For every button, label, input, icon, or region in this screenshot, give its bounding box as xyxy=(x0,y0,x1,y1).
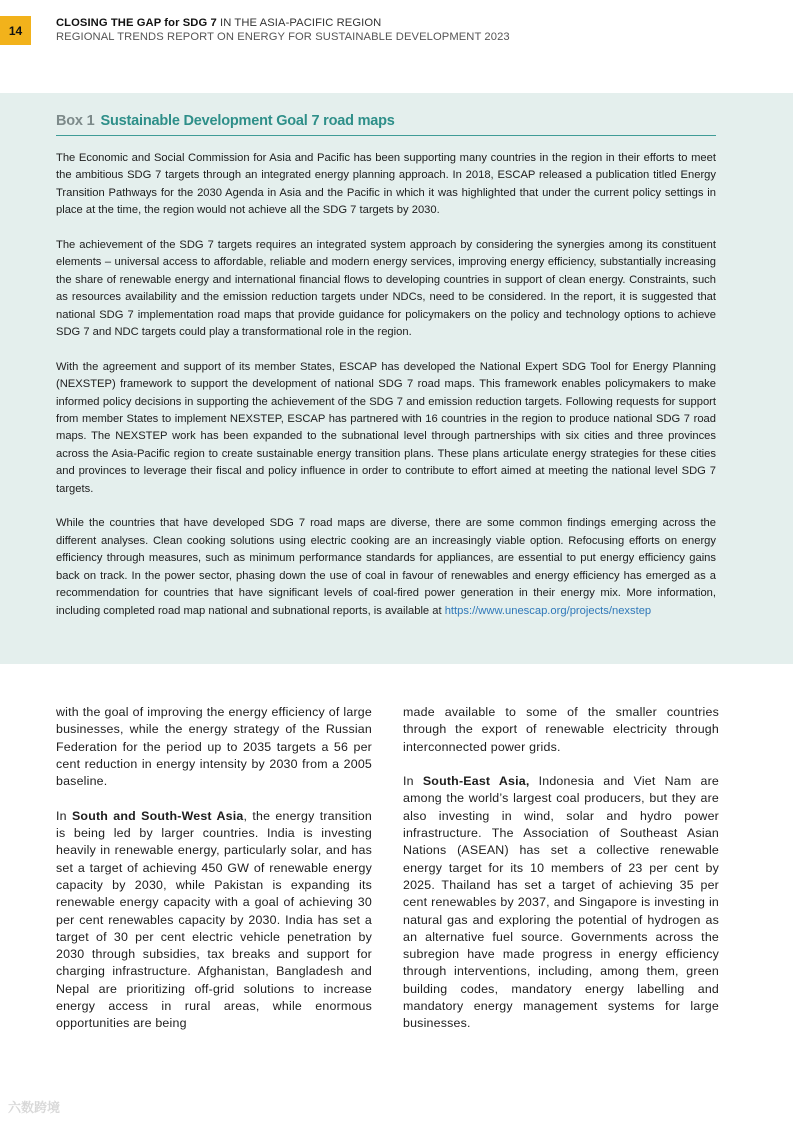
right-column xyxy=(403,704,719,1050)
left-column xyxy=(56,704,372,1050)
right-paragraph-2 xyxy=(403,773,719,1032)
region-south-southwest-asia: South and South-West Asia xyxy=(71,808,244,823)
left-p2-prefix: In xyxy=(56,808,72,823)
right-p2-text: Indonesia and Viet Nam are among the world’s largest coal producers, but they are also investing in wind, solar and hydro power infrastructure. The Association of Southeast Asian Nations (ASEAN) has set a collective renewable energy target for its 10 members of 23 per cent by 2025. Thailand has set a target of achieving 35 per cent renewables by 2037, and Singapore is investing in natural gas and exploring the potential of hydrogen as an alternative fuel source. Governments across the subregion have made progress in energy efficiency through interventions, including, among them, green building codes, mandatory energy labelling and mandatory energy management systems for large businesses. xyxy=(403,774,719,1031)
box-paragraph-4-text: While the countries that have developed SDG 7 road maps are diverse, there are some common findings emerging across the different analyses. Clean cooking solutions using electric cooking are an increasingly viable option. Refocusing efforts on energy efficiency through measures, such as minimum performance standards for appliances, are essential to put energy efficiency gains back on track. In the power sector, phasing down the use of coal in favour of renewables and energy efficiency has emerged as a recommendation for countries that have significant levels of coal-fired power generation in their energy mix. More information, including completed road map national and subnational reports, is available at xyxy=(56,517,716,617)
header-title-rest: IN THE ASIA-PACIFIC REGION xyxy=(216,17,382,29)
box-paragraph-4 xyxy=(56,515,716,619)
box-title xyxy=(56,113,716,136)
page-number: 14 xyxy=(0,16,31,45)
box-heading: Sustainable Development Goal 7 road maps xyxy=(100,113,395,129)
running-header xyxy=(56,16,510,44)
region-southeast-asia: South-East Asia, xyxy=(422,774,530,789)
header-title-bold: CLOSING THE GAP for SDG 7 xyxy=(56,17,217,29)
box-number: Box 1 xyxy=(56,113,95,129)
watermark-logo: 六数跨境 xyxy=(8,1100,61,1115)
right-p2-prefix: In xyxy=(403,774,423,789)
box-paragraph-1: The Economic and Social Commission for Asia and Pacific has been supporting many countries in the region in their efforts to meet the ambitious SDG 7 targets through an integrated energy planning approach. In 2018, ESCAP released a publication titled Energy Transition Pathways for the 2030 Agenda in Asia and the Pacific in which it was highlighted that under the current policy settings in place at the time, the region would not achieve all the SDG 7 targets by 2030. xyxy=(56,152,716,217)
left-p2-text: , the energy transition is being led by larger countries. India is investing heavily in renewable energy, particularly solar, and has set a target of achieving 450 GW of renewable energy capacity by 2030, while Pakistan is expanding its renewable energy capacity with a goal of achieving 30 per cent renewables capacity by 2030. India has set a target of 30 per cent electric vehicle penetration by 2030 through subsidies, tax breaks and support for charging infrastructure. Afghanistan, Bangladesh and Nepal are prioritizing off-grid solutions to increase energy access in rural areas, while enormous opportunities are being xyxy=(56,808,372,1031)
box-paragraph-3: With the agreement and support of its member States, ESCAP has developed the National Expert SDG Tool for Energy Planning (NEXSTEP) framework to support the development of national SDG 7 road maps. This framework enables policymakers to make informed policy decisions in supporting the achievement of the SDG 7 and emission reduction targets. Following requests for support from member States to implement NEXSTEP, ESCAP has partnered with 16 countries in the region to produce national SDG 7 road maps. The NEXSTEP work has been expanded to the subnational level through partnerships with six cities and three provinces across the Asia-Pacific region to create sustainable energy transition plans. These plans articulate energy strategies for these cities and provinces to leverage their fiscal and policy influence in order to contribute to effort aimed at meeting the national level SDG 7 targets. xyxy=(56,360,716,495)
left-paragraph-2 xyxy=(56,808,372,1033)
box-paragraph-2: The achievement of the SDG 7 targets requires an integrated system approach by considering the synergies among its constituent elements – universal access to affordable, reliable and modern energy services, improving energy efficiency, substantially increasing the share of renewable energy and international financial flows to developing countries in support of clean energy. Constraints, such as resources availability and the emission reduction targets under NDCs, need to be considered. In the report, it is suggested that national SDG 7 implementation road maps that provide guidance for policymakers on the policy and technology options to achieve SDG 7 and NDC targets could play a transformational role in the region. xyxy=(56,239,716,339)
nexstep-link[interactable]: https://www.unescap.org/projects/nexstep xyxy=(444,604,652,617)
right-paragraph-1: made available to some of the smaller countries through the export of renewable electricity through interconnected power grids. xyxy=(403,705,719,754)
header-subtitle: REGIONAL TRENDS REPORT ON ENERGY FOR SUSTAINABLE DEVELOPMENT 2023 xyxy=(56,31,510,43)
box-body xyxy=(56,150,716,637)
header-title xyxy=(56,16,510,30)
left-paragraph-1: with the goal of improving the energy efficiency of large businesses, while the energy strategy of the Russian Federation for the period up to 2035 targets a 56 per cent reduction in energy intensity by 2030 from a 2005 baseline. xyxy=(56,705,372,789)
